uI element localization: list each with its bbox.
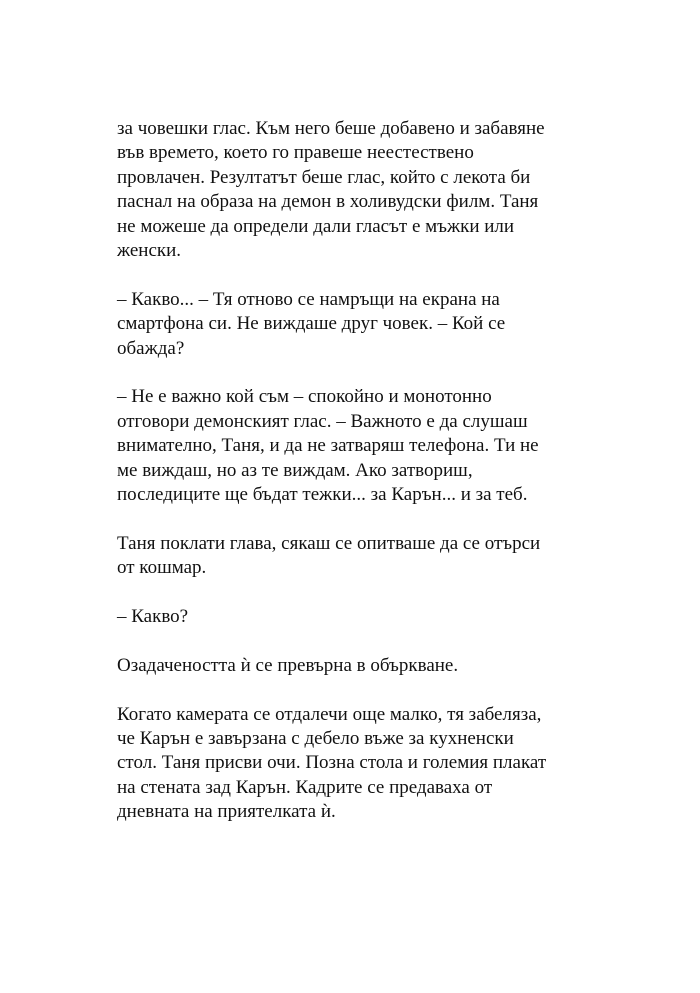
paragraph: за човешки глас. Към него беше добавено и забавяне във времето, което го правеше неестествено провлачен. Резултатът беше глас, който с лекота би паснал на образа на демон в холивудски филм. Таня не можеше да определи дали гласът е мъжки или женски. (117, 118, 545, 262)
text-body (117, 117, 597, 849)
paragraph: – Какво... – Тя отново се намръщи на екрана на смартфона си. Не виждаше друг човек. – Кой се обажда? (117, 288, 506, 359)
paragraph: – Какво? (117, 606, 189, 628)
paragraph: Таня поклати глава, сякаш се опитваше да се отърси от кошмар. (117, 532, 541, 579)
paragraph: Когато камерата се отдалечи още малко, тя забеляза, че Карън е завързана с дебело въже за кухненски стол. Таня присви очи. Позна стола и големия плакат на стената зад Карън. Кадрите се предаваха от дневната на приятелката ѝ. (117, 703, 547, 823)
paragraph: Озадачеността ѝ се превърна в объркване. (117, 654, 459, 676)
paragraph: – Не е важно кой съм – спокойно и монотонно отговори демонският глас. – Важното е да слушаш внимателно, Таня, и да не затваряш телефона. Ти не ме виждаш, но аз те виждам. Ако затвориш, последиците ще бъдат тежки... за Карън... и за теб. (117, 386, 539, 506)
